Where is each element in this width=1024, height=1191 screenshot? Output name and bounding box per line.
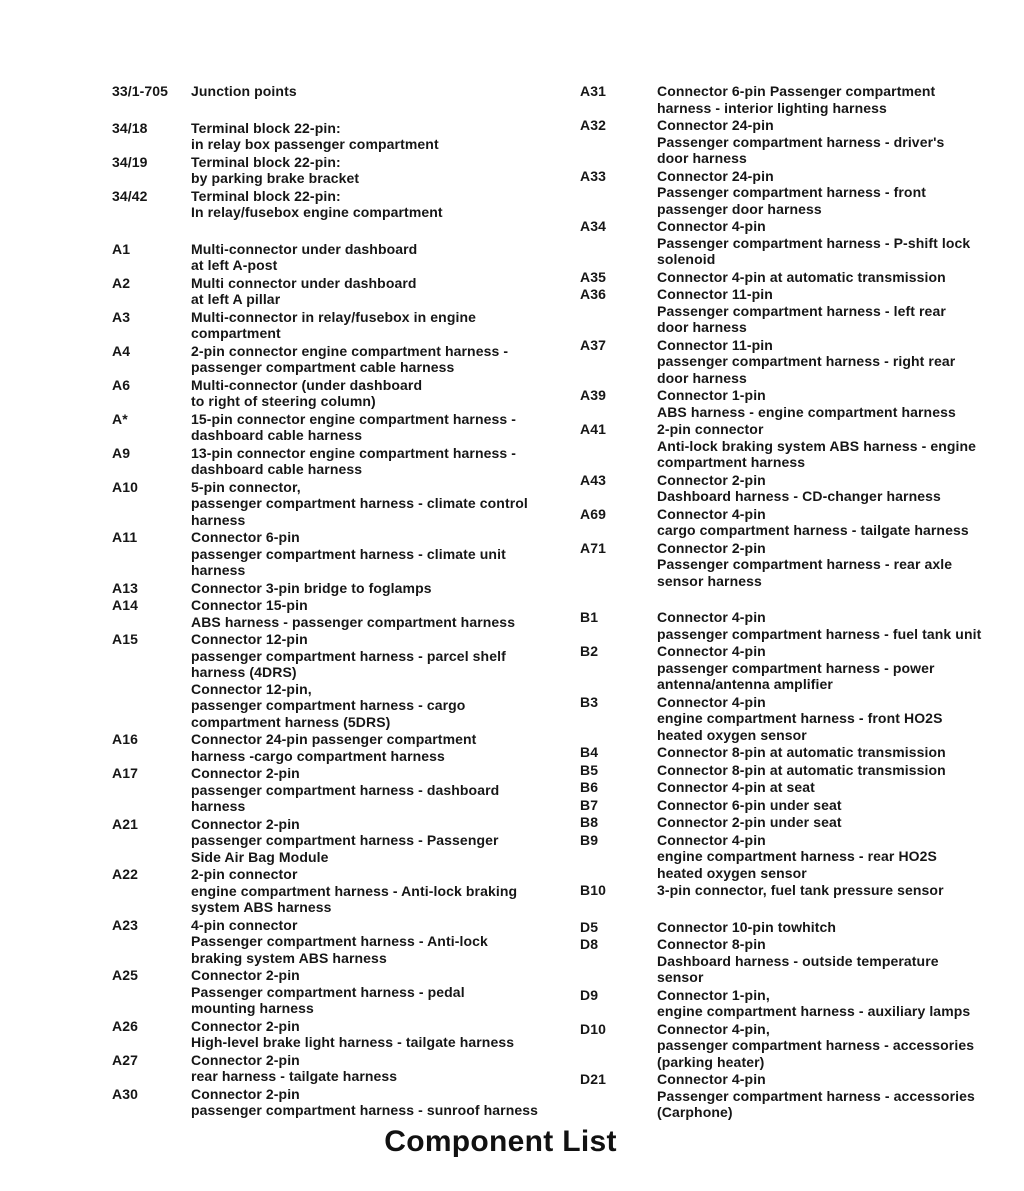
description-line: Connector 24-pin bbox=[657, 117, 774, 133]
description-line: 2-pin connector engine compartment harness - bbox=[191, 342, 509, 359]
list-item bbox=[112, 597, 557, 630]
description-line: Connector 4-pin bbox=[657, 609, 766, 625]
component-code: A35 bbox=[580, 268, 606, 285]
description-line: dashboard cable harness bbox=[191, 427, 363, 443]
list-item bbox=[580, 832, 1015, 882]
component-description bbox=[657, 779, 1015, 796]
component-description bbox=[191, 967, 557, 1017]
description-line: Connector 2-pin bbox=[191, 765, 300, 781]
description-line: Connector 2-pin bbox=[657, 471, 766, 488]
description-line: Connector 15-pin bbox=[191, 597, 308, 613]
component-code: A1 bbox=[112, 240, 131, 257]
list-item bbox=[580, 744, 1015, 761]
description-line: passenger compartment harness - climate control bbox=[191, 495, 528, 511]
description-line: passenger compartment harness - Passenger bbox=[191, 832, 499, 848]
component-code: A17 bbox=[112, 765, 138, 781]
component-code: A37 bbox=[580, 336, 606, 353]
description-line: compartment harness bbox=[657, 454, 806, 470]
description-line: Connector 4-pin at automatic transmission bbox=[657, 268, 946, 285]
list-item bbox=[112, 529, 557, 579]
description-line: Connector 2-pin bbox=[191, 1017, 300, 1034]
component-description bbox=[657, 218, 1015, 268]
description-line: Dashboard harness - CD-changer harness bbox=[657, 488, 941, 504]
component-description bbox=[191, 120, 557, 153]
description-line: Connector 4-pin bbox=[657, 643, 766, 659]
description-line: at left A pillar bbox=[191, 291, 281, 307]
list-item bbox=[580, 472, 1015, 505]
description-line: sensor bbox=[657, 969, 704, 985]
component-description bbox=[191, 1052, 557, 1085]
description-line: 15-pin connector engine compartment harness - bbox=[191, 410, 517, 427]
component-description bbox=[657, 814, 1015, 831]
component-code: A10 bbox=[112, 478, 138, 495]
component-code: A71 bbox=[580, 539, 606, 556]
component-code: A27 bbox=[112, 1051, 138, 1068]
description-line: Side Air Bag Module bbox=[191, 848, 329, 865]
component-description bbox=[657, 117, 1015, 167]
component-code: A31 bbox=[580, 83, 606, 99]
list-item bbox=[580, 797, 1015, 814]
description-line: by parking brake bracket bbox=[191, 170, 360, 186]
component-code: A33 bbox=[580, 167, 606, 184]
description-line: Connector 4-pin bbox=[657, 505, 766, 522]
list-item bbox=[112, 411, 557, 444]
component-description bbox=[657, 643, 1015, 693]
component-description bbox=[191, 1086, 557, 1119]
description-line: passenger compartment harness - accessories bbox=[657, 1037, 975, 1053]
description-line: passenger compartment harness - power bbox=[657, 659, 935, 676]
component-description bbox=[191, 529, 557, 579]
list-item bbox=[580, 814, 1015, 831]
component-description bbox=[191, 631, 557, 730]
component-description bbox=[657, 987, 1015, 1020]
description-line: Dashboard harness - outside temperature bbox=[657, 952, 939, 969]
component-description bbox=[657, 421, 1015, 471]
component-description bbox=[191, 83, 557, 100]
component-description bbox=[657, 832, 1015, 882]
description-line: harness bbox=[191, 798, 246, 814]
component-description bbox=[657, 472, 1015, 505]
component-code: B9 bbox=[580, 831, 599, 848]
list-item bbox=[112, 1086, 557, 1119]
description-line: Multi connector under dashboard bbox=[191, 274, 417, 291]
list-item bbox=[580, 762, 1015, 779]
description-line: Connector 3-pin bridge to foglamps bbox=[191, 579, 432, 596]
component-code: B7 bbox=[580, 796, 599, 813]
description-line: Connector 2-pin bbox=[191, 815, 300, 832]
component-description bbox=[191, 309, 557, 342]
component-code: B6 bbox=[580, 779, 599, 795]
list-item bbox=[112, 479, 557, 529]
description-line: 3-pin connector, fuel tank pressure sensor bbox=[657, 882, 944, 898]
component-code: A2 bbox=[112, 274, 131, 291]
description-line: Connector 10-pin towhitch bbox=[657, 918, 837, 935]
component-description bbox=[191, 479, 557, 529]
description-line: Connector 24-pin bbox=[657, 167, 774, 184]
list-item bbox=[580, 117, 1015, 167]
component-description bbox=[657, 286, 1015, 336]
component-description bbox=[191, 411, 557, 444]
component-description bbox=[657, 269, 1015, 286]
description-line: Multi-connector under dashboard bbox=[191, 240, 418, 257]
description-line: 2-pin connector bbox=[191, 866, 298, 882]
component-code: A22 bbox=[112, 866, 138, 882]
description-line: to right of steering column) bbox=[191, 393, 376, 409]
component-code: B8 bbox=[580, 814, 599, 830]
description-line: at left A-post bbox=[191, 257, 278, 273]
list-item bbox=[580, 83, 1015, 116]
component-code: A3 bbox=[112, 308, 131, 325]
description-line: Connector 6-pin Passenger compartment bbox=[657, 83, 936, 99]
list-item bbox=[112, 967, 557, 1017]
list-item bbox=[112, 580, 557, 597]
component-group bbox=[112, 120, 557, 221]
component-description bbox=[657, 694, 1015, 744]
component-code: A6 bbox=[112, 376, 131, 393]
description-line: Connector 12-pin, bbox=[191, 680, 312, 697]
list-item bbox=[112, 731, 557, 764]
component-code: 33/1-705 bbox=[112, 83, 169, 99]
component-description bbox=[657, 83, 1015, 116]
list-item bbox=[580, 1021, 1015, 1071]
list-item bbox=[112, 188, 557, 221]
description-line: solenoid bbox=[657, 251, 716, 267]
description-line: Connector 2-pin bbox=[657, 539, 766, 556]
description-line: Connector 8-pin bbox=[657, 936, 766, 952]
list-item bbox=[112, 241, 557, 274]
component-group bbox=[580, 83, 1015, 589]
component-code: B2 bbox=[580, 643, 599, 659]
description-line: antenna/antenna amplifier bbox=[657, 676, 833, 692]
component-code: A* bbox=[112, 410, 128, 427]
list-item bbox=[112, 154, 557, 187]
description-line: passenger compartment harness - right rear bbox=[657, 353, 956, 369]
list-item bbox=[112, 1018, 557, 1051]
description-line: system ABS harness bbox=[191, 899, 332, 915]
description-line: harness bbox=[191, 562, 246, 578]
description-line: Connector 4-pin at seat bbox=[657, 779, 815, 795]
list-item bbox=[580, 218, 1015, 268]
description-line: Connector 4-pin bbox=[657, 693, 766, 710]
list-item bbox=[112, 83, 557, 100]
list-item bbox=[580, 269, 1015, 286]
description-line: (Carphone) bbox=[657, 1104, 733, 1120]
description-line: dashboard cable harness bbox=[191, 461, 363, 477]
component-code: B4 bbox=[580, 744, 599, 760]
description-line: Passenger compartment harness - pedal bbox=[191, 983, 465, 1000]
list-item bbox=[580, 987, 1015, 1020]
description-line: Connector 12-pin bbox=[191, 631, 308, 647]
list-item bbox=[580, 421, 1015, 471]
list-item bbox=[580, 609, 1015, 642]
component-description bbox=[657, 919, 1015, 936]
description-line: Passenger compartment harness - left rear bbox=[657, 302, 946, 319]
component-code: A11 bbox=[112, 529, 138, 545]
list-item bbox=[580, 936, 1015, 986]
list-item bbox=[112, 765, 557, 815]
component-code: A14 bbox=[112, 597, 138, 613]
list-item bbox=[112, 377, 557, 410]
description-line: Connector 2-pin bbox=[191, 1085, 300, 1102]
list-item bbox=[580, 919, 1015, 936]
list-item bbox=[112, 309, 557, 342]
list-item bbox=[112, 343, 557, 376]
description-line: passenger compartment cable harness bbox=[191, 359, 455, 375]
component-code: A34 bbox=[580, 218, 606, 234]
list-item bbox=[112, 275, 557, 308]
component-code: A26 bbox=[112, 1017, 138, 1034]
page-title: Component List bbox=[384, 1125, 617, 1158]
description-line: engine compartment harness - front HO2S bbox=[657, 710, 943, 726]
description-line: Passenger compartment harness - front bbox=[657, 184, 926, 200]
list-item bbox=[112, 631, 557, 730]
description-line: Connector 24-pin passenger compartment bbox=[191, 731, 477, 747]
description-line: mounting harness bbox=[191, 1000, 314, 1016]
description-line: heated oxygen sensor bbox=[657, 726, 807, 743]
description-line: Terminal block 22-pin: bbox=[191, 153, 341, 170]
component-code: B3 bbox=[580, 693, 599, 710]
component-code: A32 bbox=[580, 117, 606, 133]
component-code: B1 bbox=[580, 609, 599, 625]
component-code: A21 bbox=[112, 815, 138, 832]
description-line: Connector 2-pin bbox=[191, 1051, 300, 1068]
component-description bbox=[657, 609, 1015, 642]
list-item bbox=[580, 506, 1015, 539]
component-code: D8 bbox=[580, 936, 599, 952]
component-code: A43 bbox=[580, 471, 606, 488]
description-line: compartment harness (5DRS) bbox=[191, 713, 391, 730]
description-line: ABS harness - engine compartment harness bbox=[657, 403, 956, 420]
component-code: A23 bbox=[112, 916, 138, 933]
list-item bbox=[580, 540, 1015, 590]
list-item bbox=[112, 816, 557, 866]
description-line: Junction points bbox=[191, 83, 297, 99]
description-line: passenger compartment harness - climate unit bbox=[191, 545, 506, 562]
component-description bbox=[657, 506, 1015, 539]
component-description bbox=[191, 445, 557, 478]
component-code: A25 bbox=[112, 967, 138, 983]
description-line: compartment bbox=[191, 325, 281, 341]
description-line: engine compartment harness - rear HO2S bbox=[657, 848, 937, 864]
component-description bbox=[191, 580, 557, 597]
list-item bbox=[112, 866, 557, 916]
component-description bbox=[191, 188, 557, 221]
list-item bbox=[580, 387, 1015, 420]
component-description bbox=[657, 1021, 1015, 1071]
component-description bbox=[657, 936, 1015, 986]
description-line: Connector 2-pin bbox=[191, 967, 300, 983]
list-item bbox=[112, 1052, 557, 1085]
description-line: Passenger compartment harness - Anti-lock bbox=[191, 933, 488, 949]
list-item bbox=[580, 882, 1015, 899]
list-item bbox=[580, 779, 1015, 796]
description-line: passenger compartment harness - cargo bbox=[191, 697, 466, 713]
component-code: D9 bbox=[580, 986, 599, 1003]
component-list-right-column bbox=[580, 83, 1015, 1122]
description-line: Connector 1-pin bbox=[657, 387, 766, 403]
component-group bbox=[112, 241, 557, 1119]
description-line: cargo compartment harness - tailgate harness bbox=[657, 522, 969, 538]
component-description bbox=[657, 540, 1015, 590]
component-description bbox=[191, 765, 557, 815]
description-line: passenger compartment harness - dashboard bbox=[191, 781, 500, 798]
description-line: door harness bbox=[657, 319, 747, 335]
component-group bbox=[580, 919, 1015, 1121]
description-line: passenger compartment harness - fuel tank unit bbox=[657, 625, 982, 642]
description-line: Connector 4-pin bbox=[657, 831, 766, 848]
component-code: A16 bbox=[112, 731, 138, 747]
description-line: in relay box passenger compartment bbox=[191, 136, 439, 152]
component-description bbox=[191, 275, 557, 308]
component-description bbox=[191, 866, 557, 916]
component-description bbox=[657, 882, 1015, 899]
component-code: B10 bbox=[580, 882, 606, 898]
component-code: A15 bbox=[112, 631, 138, 647]
component-description bbox=[191, 731, 557, 764]
component-description bbox=[657, 387, 1015, 420]
description-line: Connector 4-pin bbox=[657, 218, 766, 234]
description-line: Passenger compartment harness - accessories bbox=[657, 1087, 975, 1104]
component-description bbox=[657, 1071, 1015, 1121]
description-line: Multi-connector (under dashboard bbox=[191, 376, 423, 393]
component-group bbox=[580, 609, 1015, 899]
list-item bbox=[580, 643, 1015, 693]
description-line: Passenger compartment harness - rear axle bbox=[657, 556, 953, 572]
description-line: ABS harness - passenger compartment harness bbox=[191, 613, 516, 630]
component-description bbox=[191, 816, 557, 866]
description-line: (parking heater) bbox=[657, 1053, 765, 1070]
component-description bbox=[657, 337, 1015, 387]
component-code: D5 bbox=[580, 918, 599, 935]
component-list-left-column bbox=[112, 83, 557, 1120]
list-item bbox=[112, 120, 557, 153]
description-line: harness - interior lighting harness bbox=[657, 99, 887, 116]
description-line: harness bbox=[191, 511, 246, 528]
list-item bbox=[580, 694, 1015, 744]
component-description bbox=[191, 377, 557, 410]
component-code: 34/18 bbox=[112, 119, 148, 136]
description-line: passenger door harness bbox=[657, 200, 822, 217]
component-code: A69 bbox=[580, 505, 606, 522]
component-description bbox=[191, 917, 557, 967]
description-line: engine compartment harness - auxiliary lamps bbox=[657, 1003, 971, 1019]
description-line: sensor harness bbox=[657, 572, 762, 589]
description-line: 2-pin connector bbox=[657, 421, 764, 437]
component-code: D21 bbox=[580, 1071, 606, 1087]
description-line: Multi-connector in relay/fusebox in engine bbox=[191, 308, 477, 325]
description-line: Connector 6-pin under seat bbox=[657, 796, 842, 813]
component-code: A9 bbox=[112, 444, 131, 461]
description-line: Connector 6-pin bbox=[191, 529, 300, 545]
description-line: Terminal block 22-pin: bbox=[191, 119, 341, 136]
description-line: Passenger compartment harness - P-shift lock bbox=[657, 234, 971, 251]
component-description bbox=[657, 797, 1015, 814]
description-line: Connector 11-pin bbox=[657, 336, 773, 353]
description-line: Connector 4-pin bbox=[657, 1071, 766, 1087]
component-code: A39 bbox=[580, 387, 606, 403]
description-line: rear harness - tailgate harness bbox=[191, 1068, 398, 1084]
list-item bbox=[580, 1071, 1015, 1121]
description-line: Connector 1-pin, bbox=[657, 986, 770, 1003]
description-line: Connector 2-pin under seat bbox=[657, 814, 842, 830]
component-code: D10 bbox=[580, 1020, 606, 1037]
description-line: harness -cargo compartment harness bbox=[191, 747, 445, 764]
list-item bbox=[580, 168, 1015, 218]
description-line: 13-pin connector engine compartment harness - bbox=[191, 444, 517, 461]
component-description bbox=[191, 1018, 557, 1051]
description-line: heated oxygen sensor bbox=[657, 864, 807, 881]
description-line: Connector 4-pin, bbox=[657, 1020, 770, 1037]
component-description bbox=[191, 241, 557, 274]
list-item bbox=[580, 286, 1015, 336]
list-item bbox=[112, 445, 557, 478]
description-line: Connector 8-pin at automatic transmission bbox=[657, 744, 946, 760]
component-code: 34/42 bbox=[112, 187, 148, 204]
component-code: A41 bbox=[580, 421, 606, 437]
description-line: Passenger compartment harness - driver's bbox=[657, 133, 945, 150]
description-line: door harness bbox=[657, 369, 747, 386]
component-code: A36 bbox=[580, 286, 606, 302]
component-code: A13 bbox=[112, 579, 138, 596]
component-code: A4 bbox=[112, 342, 131, 359]
description-line: 5-pin connector, bbox=[191, 478, 301, 495]
description-line: engine compartment harness - Anti-lock braking bbox=[191, 882, 518, 899]
description-line: door harness bbox=[657, 150, 747, 166]
description-line: In relay/fusebox engine compartment bbox=[191, 204, 443, 220]
description-line: Connector 8-pin at automatic transmission bbox=[657, 761, 946, 778]
description-line: harness (4DRS) bbox=[191, 664, 297, 680]
list-item bbox=[112, 917, 557, 967]
component-group bbox=[112, 83, 557, 100]
description-line: passenger compartment harness - sunroof harness bbox=[191, 1102, 539, 1118]
description-line: Connector 11-pin bbox=[657, 286, 773, 302]
component-code: B5 bbox=[580, 761, 599, 778]
component-code: 34/19 bbox=[112, 153, 148, 170]
description-line: braking system ABS harness bbox=[191, 949, 387, 966]
component-description bbox=[191, 343, 557, 376]
component-description bbox=[191, 154, 557, 187]
description-line: 4-pin connector bbox=[191, 916, 298, 933]
component-description bbox=[657, 762, 1015, 779]
component-description bbox=[657, 168, 1015, 218]
description-line: High-level brake light harness - tailgate harness bbox=[191, 1034, 515, 1050]
component-description bbox=[191, 597, 557, 630]
description-line: Anti-lock braking system ABS harness - engine bbox=[657, 437, 977, 454]
component-code: A30 bbox=[112, 1085, 138, 1102]
list-item bbox=[580, 337, 1015, 387]
description-line: Terminal block 22-pin: bbox=[191, 187, 341, 204]
description-line: passenger compartment harness - parcel shelf bbox=[191, 647, 506, 664]
component-description bbox=[657, 744, 1015, 761]
